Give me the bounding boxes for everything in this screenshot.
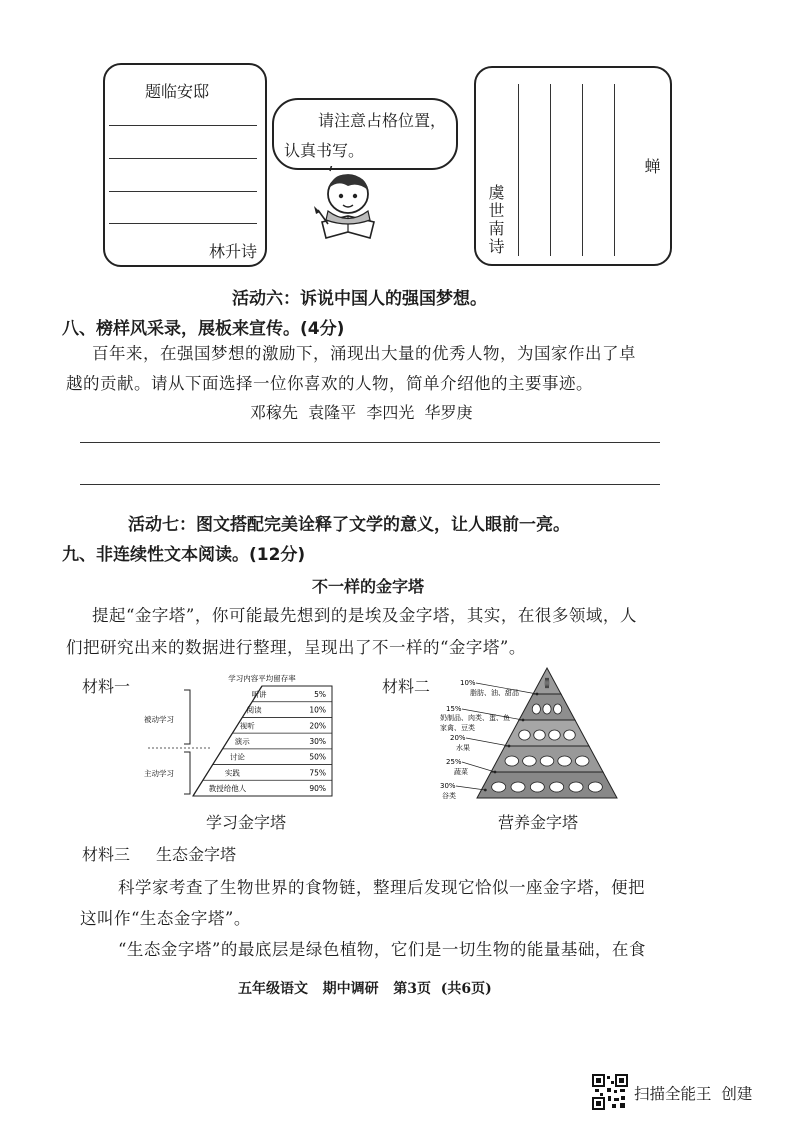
food-icon: [564, 730, 576, 740]
learning-level-name: 听讲: [251, 689, 267, 699]
answer-line[interactable]: [80, 484, 660, 485]
passive-learning-label: 被动学习: [144, 715, 174, 724]
nutrition-tier: [505, 720, 589, 746]
learning-level-pct: 50%: [309, 752, 326, 762]
vertical-writing-line: [582, 84, 583, 256]
nutrition-name: 家禽、豆类: [440, 724, 475, 732]
learning-level-pct: 90%: [309, 784, 326, 794]
learning-level-pct: 30%: [309, 737, 326, 746]
food-icon: [554, 704, 562, 714]
vertical-writing-line: [550, 84, 551, 256]
poem-box-1: [103, 63, 267, 267]
food-icon: [530, 782, 544, 792]
nutrition-name: 蔬菜: [454, 768, 468, 776]
material3-line-3: “生态金字塔”的最底层是绿色植物，它们是一切生物的能量基础，在食: [118, 940, 646, 959]
learning-level-name: 演示: [234, 737, 250, 746]
speech-line-2: 认真书写。: [284, 141, 365, 160]
nutrition-pct: 15%: [446, 705, 462, 713]
answer-line[interactable]: [80, 442, 660, 443]
nutrition-name: 奶制品、肉类、蛋、鱼: [440, 714, 510, 722]
learning-level-name: 视听: [239, 721, 255, 731]
poem1-author: 林升诗: [209, 242, 258, 261]
learning-level-pct: 10%: [309, 705, 326, 715]
nutrition-leader-line: [456, 786, 485, 790]
nutrition-leader-dot: [536, 693, 539, 696]
poem1-title: 题临安邸: [145, 82, 210, 101]
writing-line: [109, 223, 257, 224]
learning-level-pct: 5%: [314, 689, 326, 699]
food-icon: [558, 756, 572, 766]
food-icon: [532, 704, 540, 714]
learning-level-name: 阅读: [246, 705, 262, 715]
nutrition-name: 谷类: [442, 792, 456, 800]
nutrition-pct: 30%: [440, 782, 456, 790]
food-icon: [550, 782, 564, 792]
learning-level-name: 实践: [224, 768, 240, 778]
activity-7-heading: 活动七：图文搭配完美诠释了文学的意义，让人眼前一亮。: [128, 515, 570, 535]
poem-box-2: [474, 66, 672, 266]
writing-line: [109, 191, 257, 192]
learning-pyramid: [140, 672, 340, 802]
material3-line-2: 这叫作“生态金字塔”。: [80, 909, 251, 928]
q9-intro-line-1: 提起“金字塔”，你可能最先想到的是埃及金字塔，其实，在很多领域，人: [92, 606, 637, 625]
poem2-title: 蝉: [642, 158, 661, 176]
material1-label: 材料一: [82, 677, 131, 696]
food-icon: [505, 756, 519, 766]
food-icon: [543, 704, 551, 714]
food-icon: [575, 756, 589, 766]
nutrition-name: 水果: [456, 744, 470, 752]
reading-boy-illustration: [308, 166, 386, 244]
learning-pyramid-header: 学习内容平均留存率: [228, 674, 296, 683]
q8-paragraph-line-2: 越的贡献。请从下面选择一位你喜欢的人物，简单介绍他的主要事迹。: [66, 374, 593, 393]
learning-level-pct: 75%: [309, 768, 326, 778]
nutrition-name: 脂肪、油、甜品: [470, 689, 519, 697]
food-icon: [549, 730, 561, 740]
writing-line: [109, 125, 257, 126]
q8-names: 邓稼先 袁隆平 李四光 华罗庚: [250, 403, 473, 422]
nutrition-pyramid: [430, 662, 630, 802]
nutrition-pct: 20%: [450, 734, 466, 742]
nutrition-pyramid-rows: [440, 668, 617, 800]
active-learning-label: 主动学习: [144, 769, 174, 778]
material1-caption: 学习金字塔: [206, 813, 287, 832]
food-icon: [511, 782, 525, 792]
qr-code-icon: [592, 1074, 628, 1110]
learning-level-pct: 20%: [309, 721, 326, 731]
nutrition-leader-dot: [484, 789, 487, 792]
food-icon: [545, 678, 547, 688]
q9-title: 不一样的金字塔: [312, 577, 425, 596]
activity-6-heading: 活动六：诉说中国人的强国梦想。: [232, 289, 487, 309]
q8-heading: 八、榜样风采录，展板来宣传。(4分): [62, 319, 345, 339]
speech-line-1: 请注意占格位置，: [318, 111, 447, 130]
q8-paragraph-line-1: 百年来，在强国梦想的激励下，涌现出大量的优秀人物，为国家作出了卓: [92, 344, 636, 363]
poem2-author: 虞世南诗: [486, 184, 505, 256]
nutrition-leader-dot: [494, 771, 497, 774]
scanner-watermark: 扫描全能王 创建: [634, 1085, 753, 1103]
vertical-writing-line: [614, 84, 615, 256]
nutrition-pct: 25%: [446, 758, 462, 766]
food-icon: [519, 730, 531, 740]
food-icon: [540, 756, 554, 766]
material3-label: 材料三: [82, 845, 131, 864]
material3-title: 生态金字塔: [156, 845, 237, 864]
food-icon: [569, 782, 583, 792]
food-icon: [534, 730, 546, 740]
speech-bubble: [272, 98, 458, 170]
nutrition-leader-dot: [508, 745, 511, 748]
learning-level-name: 教授给他人: [208, 784, 247, 794]
learning-level-name: 讨论: [229, 752, 245, 762]
food-icon: [588, 782, 602, 792]
food-icon: [547, 678, 549, 688]
nutrition-leader-dot: [522, 719, 525, 722]
vertical-writing-line: [518, 84, 519, 256]
q9-heading: 九、非连续性文本阅读。(12分): [62, 545, 306, 565]
food-icon: [523, 756, 537, 766]
material2-caption: 营养金字塔: [498, 813, 579, 832]
q9-intro-line-2: 们把研究出来的数据进行整理，呈现出了不一样的“金字塔”。: [66, 638, 526, 657]
material3-line-1: 科学家考查了生物世界的食物链，整理后发现它恰似一座金字塔，便把: [118, 878, 645, 897]
nutrition-leader-line: [466, 738, 509, 746]
material2-label: 材料二: [382, 677, 431, 696]
page-footer: 五年级语文 期中调研 第3页 (共6页): [238, 981, 492, 997]
nutrition-pct: 10%: [460, 679, 476, 687]
writing-line: [109, 158, 257, 159]
food-icon: [492, 782, 506, 792]
